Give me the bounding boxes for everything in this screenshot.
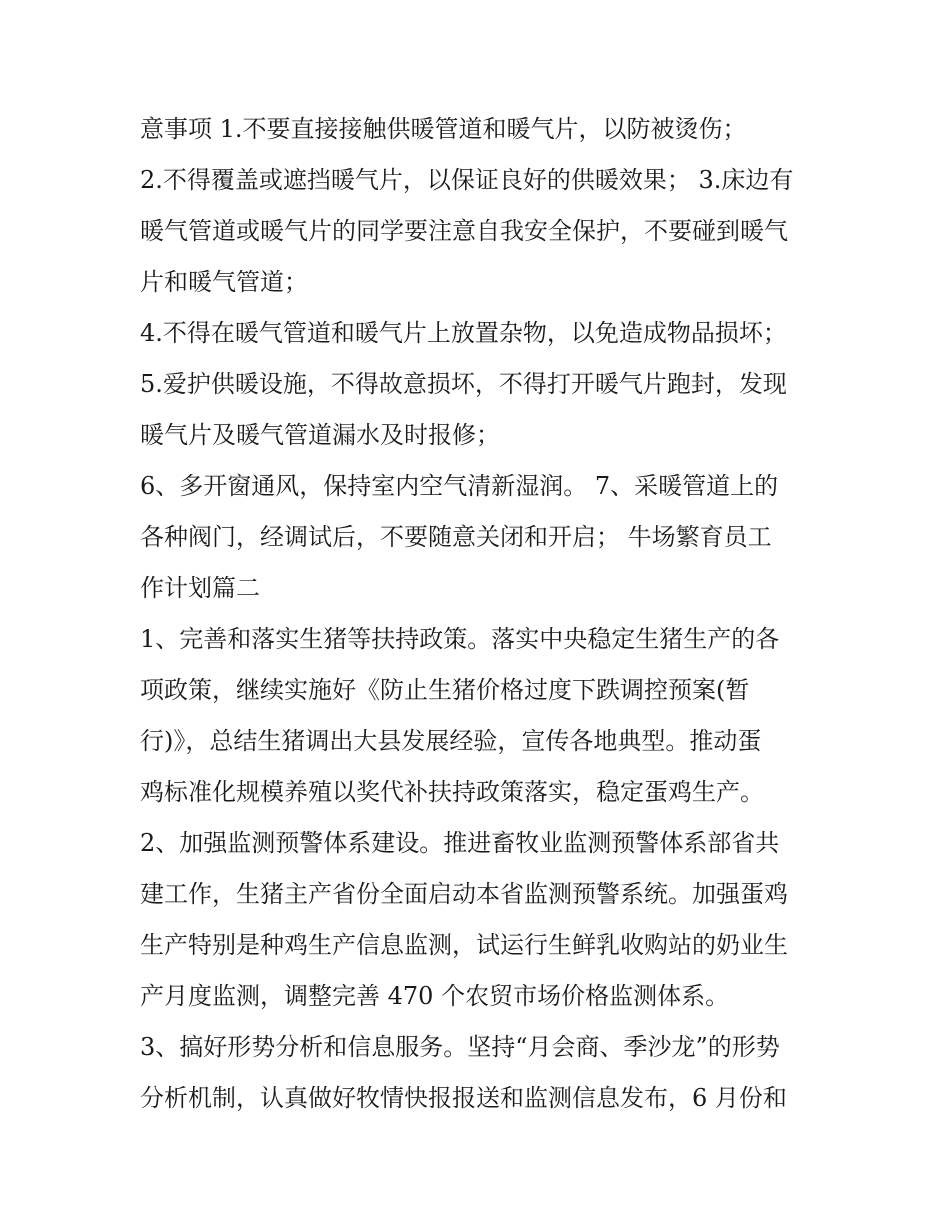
text-line: 暖气片及暖气管道漏水及时报修；	[140, 421, 500, 449]
text-line: 意事项 1.不要直接接触供暖管道和暖气片，以防被烫伤；	[140, 115, 747, 143]
text-line: 2、加强监测预警体系建设。推进畜牧业监测预警体系部省共	[140, 829, 780, 857]
text-line: 项政策，继续实施好《防止生猪价格过度下跌调控预案(暂	[140, 676, 750, 704]
text-line: 6、多开窗通风，保持室内空气清新湿润。 7、采暖管道上的	[140, 472, 779, 500]
text-line: 作计划篇二	[140, 574, 260, 602]
text-line: 建工作，生猪主产省份全面启动本省监测预警系统。加强蛋鸡	[140, 880, 788, 908]
body-text	[140, 104, 830, 1124]
text-line: 各种阀门，经调试后，不要随意关闭和开启； 牛场繁育员工	[140, 523, 772, 551]
text-line: 片和暖气管道；	[140, 268, 308, 296]
text-line: 分析机制，认真做好牧情快报报送和监测信息发布，6 月份和	[140, 1084, 787, 1112]
text-line: 2.不得覆盖或遮挡暖气片，以保证良好的供暖效果； 3.床边有	[140, 166, 794, 194]
text-line: 1、完善和落实生猪等扶持政策。落实中央稳定生猪生产的各	[140, 625, 780, 653]
text-line: 暖气管道或暖气片的同学要注意自我安全保护，不要碰到暖气	[140, 217, 788, 245]
text-line: 产月度监测，调整完善 470 个农贸市场价格监测体系。	[140, 982, 730, 1010]
text-line: 3、搞好形势分析和信息服务。坚持“月会商、季沙龙”的形势	[140, 1033, 780, 1061]
text-line: 4.不得在暖气管道和暖气片上放置杂物，以免造成物品损坏；	[140, 319, 787, 347]
text-line: 行)》，总结生猪调出大县发展经验，宣传各地典型。推动蛋	[140, 727, 762, 755]
text-line: 鸡标准化规模养殖以奖代补扶持政策落实，稳定蛋鸡生产。	[140, 778, 764, 806]
text-line: 生产特别是种鸡生产信息监测，试运行生鲜乳收购站的奶业生	[140, 931, 788, 959]
text-line: 5.爱护供暖设施，不得故意损坏，不得打开暖气片跑封，发现	[140, 370, 787, 398]
